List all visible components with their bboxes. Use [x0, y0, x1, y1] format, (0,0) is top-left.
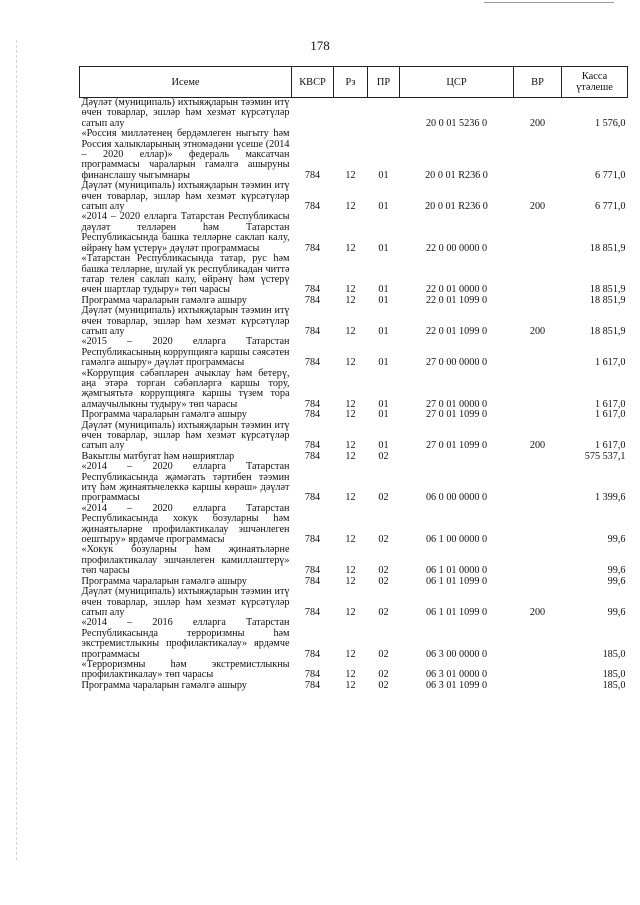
table-row — [80, 98, 628, 130]
cell-pr: 01 — [378, 440, 389, 452]
cell-kvsr: 784 — [304, 284, 321, 296]
cell-amount: 6 771,0 — [594, 201, 626, 213]
cell-vr — [514, 504, 562, 546]
cell-csr: 06 1 01 0000 0 — [425, 565, 488, 577]
cell-pr: 02 — [378, 679, 389, 691]
cell-pr: 01 — [378, 325, 389, 337]
cell-pr: 01 — [378, 169, 389, 181]
table-row — [80, 181, 628, 212]
cell-csr: 06 3 00 0000 0 — [425, 648, 488, 660]
cell-amount: 185,0 — [602, 679, 626, 691]
cell-kvsr: 784 — [304, 679, 321, 691]
cell-rz: 12 — [345, 575, 356, 587]
cell-kvsr: 784 — [304, 409, 321, 421]
header-kvsr: КВСР — [292, 67, 334, 98]
cell-pr: 01 — [378, 284, 389, 296]
cell-csr: 06 3 01 0000 0 — [425, 669, 488, 681]
cell-vr — [514, 369, 562, 411]
cell-amount: 1 617,0 — [594, 398, 626, 410]
cell-name: Дәүләт (муниципаль) ихтыяҗларын тәэмин итү өчен товарлар, эшләр һәм хезмәт күрсәтүләр сатып алу — [81, 180, 290, 213]
cell-name: «Татарстан Республикасында татар, рус һәм башка телләрне, шулай ук республикадан читтә татар телен саклап калу, өйрәнү һәм үстерү өчен шартлар тудыру» төп чарасы — [81, 253, 290, 296]
cell-rz: 12 — [345, 325, 356, 337]
cell-pr: 01 — [378, 398, 389, 410]
cell-rz: 12 — [345, 669, 356, 681]
cell-name: Дәүләт (муниципаль) ихтыяҗларын тәэмин итү өчен товарлар, эшләр һәм хезмәт күрсәтүләр сатып алу — [81, 419, 290, 452]
cell-name: «Хокук бозуларны һәм җинаятьләрне профилактикалау эшчәнлеген камилләштерү» төп чарасы — [81, 544, 290, 577]
cell-kvsr: 784 — [304, 440, 321, 452]
cell-rz: 12 — [345, 679, 356, 691]
cell-csr: 22 0 00 0000 0 — [425, 242, 488, 254]
cell-pr: 02 — [378, 648, 389, 660]
table-row — [80, 587, 628, 618]
cell-csr — [400, 452, 514, 462]
cell-amount: 6 771,0 — [594, 169, 626, 181]
cell-amount: 99,6 — [607, 575, 626, 587]
cell-vr — [514, 254, 562, 296]
cell-pr: 02 — [378, 492, 389, 504]
cell-csr: 06 1 01 1099 0 — [425, 575, 488, 587]
cell-amount: 18 851,9 — [589, 294, 626, 306]
table-header-row — [80, 67, 628, 98]
cell-amount: 1 399,6 — [594, 492, 626, 504]
cell-vr — [514, 296, 562, 306]
header-name: Исеме — [80, 67, 292, 98]
cell-name: Дәүләт (муниципаль) ихтыяҗларын тәэмин итү өчен товарлар, эшләр һәм хезмәт күрсәтүләр сатып алу — [81, 97, 290, 129]
cell-pr: 02 — [378, 450, 389, 462]
cell-amount: 99,6 — [607, 534, 626, 546]
cell-pr: 01 — [378, 201, 389, 213]
cell-amount: 18 851,9 — [589, 242, 626, 254]
cell-rz: 12 — [345, 242, 356, 254]
cell-vr — [514, 618, 562, 660]
cell-csr: 06 1 01 1099 0 — [425, 606, 488, 618]
cell-rz: 12 — [345, 440, 356, 452]
cell-vr — [514, 462, 562, 504]
cell-kvsr: 784 — [304, 242, 321, 254]
cell-vr — [514, 660, 562, 681]
cell-csr: 27 0 01 1099 0 — [425, 409, 488, 421]
page-number: 178 — [310, 38, 330, 53]
cell-csr: 22 0 01 1099 0 — [425, 294, 488, 306]
cell-name: «2014 – 2020 елларга Татарстан Республикасында җәмәгать тәртибен тәэмин итү һәм җинаятьчелеккә каршы көрәш» дәүләт программасы — [81, 461, 290, 504]
cell-rz: 12 — [345, 284, 356, 296]
table-row — [80, 421, 628, 452]
table-row — [80, 681, 628, 691]
cell-csr: 22 0 01 0000 0 — [425, 284, 488, 296]
cell-name: Программа чараларын гамәлгә ашыру — [81, 575, 247, 587]
table-row — [80, 369, 628, 411]
cell-pr: 01 — [378, 294, 389, 306]
cell-name: «Терроризмны һәм экстремистлыкны профилактикалау» төп чарасы — [81, 658, 290, 681]
cell-vr — [514, 577, 562, 587]
cell-name: «2014 – 2020 елларга Татарстан Республикасында хокук бозуларны һәм җинаятьләрне профилактикалау эшчәнлеген оештыру» ярдәмче программасы — [81, 502, 290, 546]
binding-margin-marks — [16, 40, 19, 860]
cell-rz: 12 — [345, 357, 356, 369]
budget-table — [79, 66, 628, 691]
cell-name: Программа чараларын гамәлгә ашыру — [81, 679, 247, 691]
cell-vr: 200 — [529, 440, 546, 452]
cell-csr: 20 0 01 5236 0 — [425, 117, 488, 129]
header-pr: ПР — [368, 67, 400, 98]
cell-rz: 12 — [345, 201, 356, 213]
cell-kvsr: 784 — [304, 357, 321, 369]
top-edge-line — [484, 2, 614, 3]
cell-amount: 18 851,9 — [589, 284, 626, 296]
cell-name: Программа чараларын гамәлгә ашыру — [81, 294, 247, 306]
table-row — [80, 254, 628, 296]
cell-kvsr: 784 — [304, 201, 321, 213]
header-rz: Рз — [334, 67, 368, 98]
cell-pr: 02 — [378, 669, 389, 681]
table-row — [80, 660, 628, 681]
cell-kvsr: 784 — [304, 450, 321, 462]
cell-vr: 200 — [529, 606, 546, 618]
cell-amount: 18 851,9 — [589, 325, 626, 337]
table-row — [80, 129, 628, 181]
cell-rz: 12 — [345, 565, 356, 577]
cell-kvsr — [292, 98, 334, 130]
table-row — [80, 306, 628, 337]
cell-rz: 12 — [345, 169, 356, 181]
cell-pr: 02 — [378, 606, 389, 618]
cell-csr: 20 0 01 R236 0 — [425, 169, 488, 181]
cell-vr — [514, 129, 562, 181]
cell-name: «Россия милләтенең бердәмлеген ныгыту һәм Россия халыкларының этномәдәни үсеше (2014 – 2020 еллар)» федераль максатчан программасы чараларын гамәлгә ашыруны финанслашу чыгымнары — [81, 128, 290, 181]
cell-kvsr: 784 — [304, 398, 321, 410]
cell-name: «Коррупция сәбәпләрен ачыклау һәм бетерү, аңа этәрә торган сәбәпләргә каршы тору, җәмгыятьтә коррупциягә каршы түзем тора алмаучылыкны тудыру» төп чарасы — [81, 367, 290, 410]
cell-kvsr: 784 — [304, 534, 321, 546]
cell-kvsr: 784 — [304, 325, 321, 337]
table-row — [80, 504, 628, 546]
header-kassa: Касса үтәлеше — [562, 67, 628, 98]
cell-rz: 12 — [345, 409, 356, 421]
cell-pr: 01 — [378, 409, 389, 421]
cell-vr — [514, 545, 562, 576]
cell-vr: 200 — [529, 117, 546, 129]
table-row — [80, 212, 628, 254]
cell-pr: 02 — [378, 575, 389, 587]
cell-csr: 27 0 01 0000 0 — [425, 398, 488, 410]
cell-rz: 12 — [345, 450, 356, 462]
cell-csr: 22 0 01 1099 0 — [425, 325, 488, 337]
cell-amount: 99,6 — [607, 565, 626, 577]
cell-vr — [514, 337, 562, 368]
cell-vr — [514, 452, 562, 462]
cell-pr: 01 — [378, 357, 389, 369]
cell-kvsr: 784 — [304, 169, 321, 181]
cell-csr: 06 3 01 1099 0 — [425, 679, 488, 691]
cell-csr: 27 0 01 1099 0 — [425, 440, 488, 452]
cell-amount: 1 576,0 — [594, 117, 626, 129]
cell-vr — [514, 681, 562, 691]
cell-rz: 12 — [345, 294, 356, 306]
cell-pr: 01 — [378, 242, 389, 254]
cell-amount: 99,6 — [607, 606, 626, 618]
cell-vr — [514, 212, 562, 254]
cell-rz — [334, 98, 368, 130]
cell-vr: 200 — [529, 201, 546, 213]
cell-amount: 575 537,1 — [584, 450, 626, 462]
cell-pr — [368, 98, 400, 130]
cell-rz: 12 — [345, 606, 356, 618]
cell-kvsr: 784 — [304, 294, 321, 306]
cell-name: Вакытлы матбугат һәм нәшриятлар — [81, 450, 235, 462]
cell-amount: 1 617,0 — [594, 440, 626, 452]
cell-kvsr: 784 — [304, 606, 321, 618]
cell-name: «2014 – 2016 елларга Татарстан Республикасында терроризмны һәм экстремистлыкны профилактикалау» ярдәмче программасы — [81, 617, 290, 660]
cell-name: Дәүләт (муниципаль) ихтыяҗларын тәэмин итү өчен товарлар, эшләр һәм хезмәт күрсәтүләр сатып алу — [81, 586, 290, 618]
cell-rz: 12 — [345, 492, 356, 504]
cell-kvsr: 784 — [304, 565, 321, 577]
cell-name: «2014 – 2020 елларга Татарстан Республикасы дәүләт телләрен һәм Татарстан Республикасында башка телләрне саклап калу, өйрәнү һәм үстерү» дәүләт программасы — [81, 211, 290, 254]
cell-kvsr: 784 — [304, 669, 321, 681]
cell-kvsr: 784 — [304, 648, 321, 660]
table-row — [80, 462, 628, 504]
cell-rz: 12 — [345, 648, 356, 660]
cell-vr: 200 — [529, 325, 546, 337]
cell-rz: 12 — [345, 534, 356, 546]
cell-kvsr: 784 — [304, 492, 321, 504]
cell-csr: 20 0 01 R236 0 — [425, 201, 488, 213]
cell-vr — [514, 410, 562, 420]
cell-name: Программа чараларын гамәлгә ашыру — [81, 409, 247, 421]
cell-kvsr: 784 — [304, 575, 321, 587]
table-row — [80, 545, 628, 576]
header-vr: ВР — [514, 67, 562, 98]
header-csr: ЦСР — [400, 67, 514, 98]
table-row — [80, 618, 628, 660]
cell-name: Дәүләт (муниципаль) ихтыяҗларын тәэмин итү өчен товарлар, эшләр һәм хезмәт күрсәтүләр сатып алу — [81, 305, 290, 337]
cell-pr: 02 — [378, 565, 389, 577]
cell-csr: 06 0 00 0000 0 — [425, 492, 488, 504]
cell-amount: 185,0 — [602, 669, 626, 681]
cell-pr: 02 — [378, 534, 389, 546]
cell-amount: 185,0 — [602, 648, 626, 660]
cell-name: «2015 – 2020 елларга Татарстан Республикасының коррупциягә каршы сәясәтен гамәлгә ашыру» дәүләт программасы — [81, 336, 290, 369]
table-row — [80, 337, 628, 368]
cell-amount: 1 617,0 — [594, 357, 626, 369]
cell-rz: 12 — [345, 398, 356, 410]
cell-csr: 27 0 00 0000 0 — [425, 357, 488, 369]
cell-amount: 1 617,0 — [594, 409, 626, 421]
cell-csr: 06 1 00 0000 0 — [425, 534, 488, 546]
